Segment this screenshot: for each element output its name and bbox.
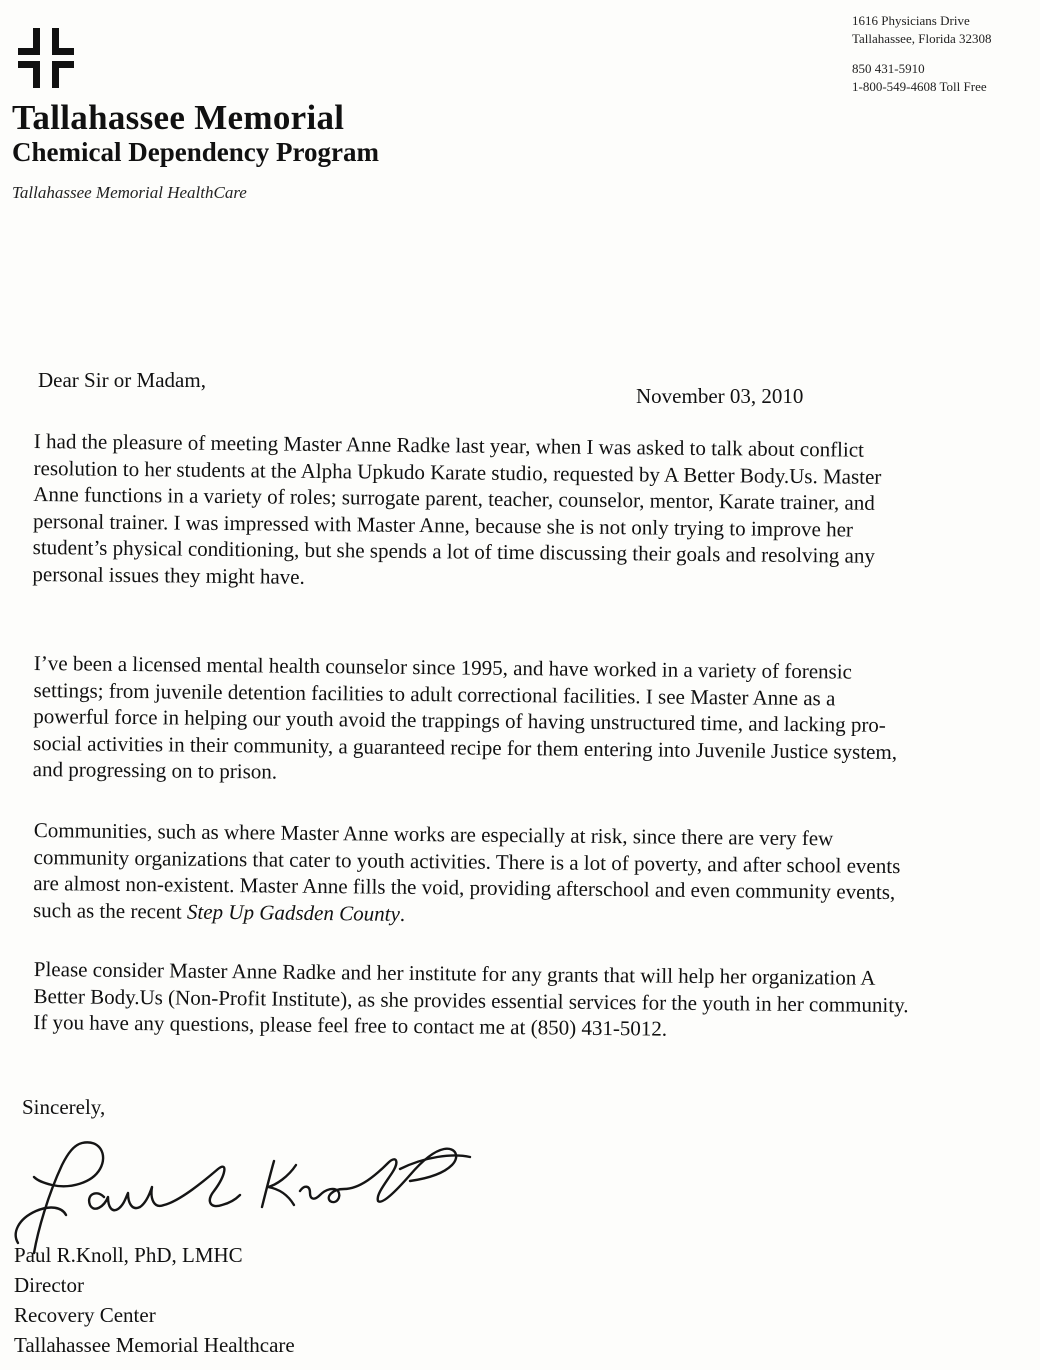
- tmh-cross-logo-icon: [14, 26, 78, 90]
- closing: Sincerely,: [22, 1095, 106, 1119]
- body-paragraph-1: I had the pleasure of meeting Master Anne Radke last year, when I was asked to talk about conflict resolution to her students at the Alpha Upkudo Karate studio, requested by A Better Body.Us. Master Anne functions in a variety of roles; surrogate parent, teacher, counselor, mentor, Karate trainer, and personal trainer. I was impressed with Master Anne, because she is not only trying to improve her student’s physical conditioning, but she spends a lot of time discussing their goals and resolving any personal issues they might have.: [32, 428, 882, 589]
- signer-name: Paul R.Knoll, PhD, LMHC: [14, 1243, 243, 1267]
- address-street: 1616 Physicians Drive: [852, 13, 970, 28]
- program-name: Chemical Dependency Program: [12, 137, 379, 167]
- handwritten-signature: [4, 1135, 484, 1255]
- letter-date: November 03, 2010: [636, 384, 804, 408]
- salutation: Dear Sir or Madam,: [38, 368, 206, 392]
- signer-organization: Tallahassee Memorial Healthcare: [14, 1333, 295, 1357]
- address-city: Tallahassee, Florida 32308: [852, 31, 992, 46]
- body-paragraph-3-text: Communities, such as where Master Anne works are especially at risk, since there are very few community organizations that cater to youth activities. There is a lot of poverty, and after school events are almost non-existent. Master Anne fills the void, providing afterschool and even community events, such as the recent: [32, 817, 901, 924]
- healthcare-tagline: Tallahassee Memorial HealthCare: [12, 183, 247, 202]
- event-name: Step Up Gadsden County: [186, 899, 400, 926]
- signer-department: Recovery Center: [14, 1303, 156, 1327]
- body-paragraph-3: [33, 817, 914, 932]
- body-paragraph-2: I’ve been a licensed mental health counselor since 1995, and have worked in a variety of forensic settings; from juvenile detention facilities to adult correctional facilities. I see Master Anne as a powerful force in helping our youth avoid the trappings of having unstructured time, and lacking pro-social activities in their community, a guaranteed recipe for them entering into Juvenile Justice system, and progressing on to prison.: [32, 650, 898, 784]
- signer-block: [14, 1240, 295, 1360]
- signer-title: Director: [14, 1273, 84, 1297]
- phone-number: 850 431-5910: [852, 61, 925, 76]
- body-paragraph-4: Please consider Master Anne Radke and her institute for any grants that will help her organization A Better Body.Us (Non-Profit Institute), as she provides essential services for the youth in her community. If you have any questions, please feel free to contact me at (850) 431-5012.: [33, 956, 909, 1041]
- address-block: [852, 12, 992, 96]
- body-paragraph-3-end: .: [399, 901, 406, 926]
- toll-free-number: 1-800-549-4608 Toll Free: [852, 79, 987, 94]
- organization-name: Tallahassee Memorial: [12, 98, 345, 137]
